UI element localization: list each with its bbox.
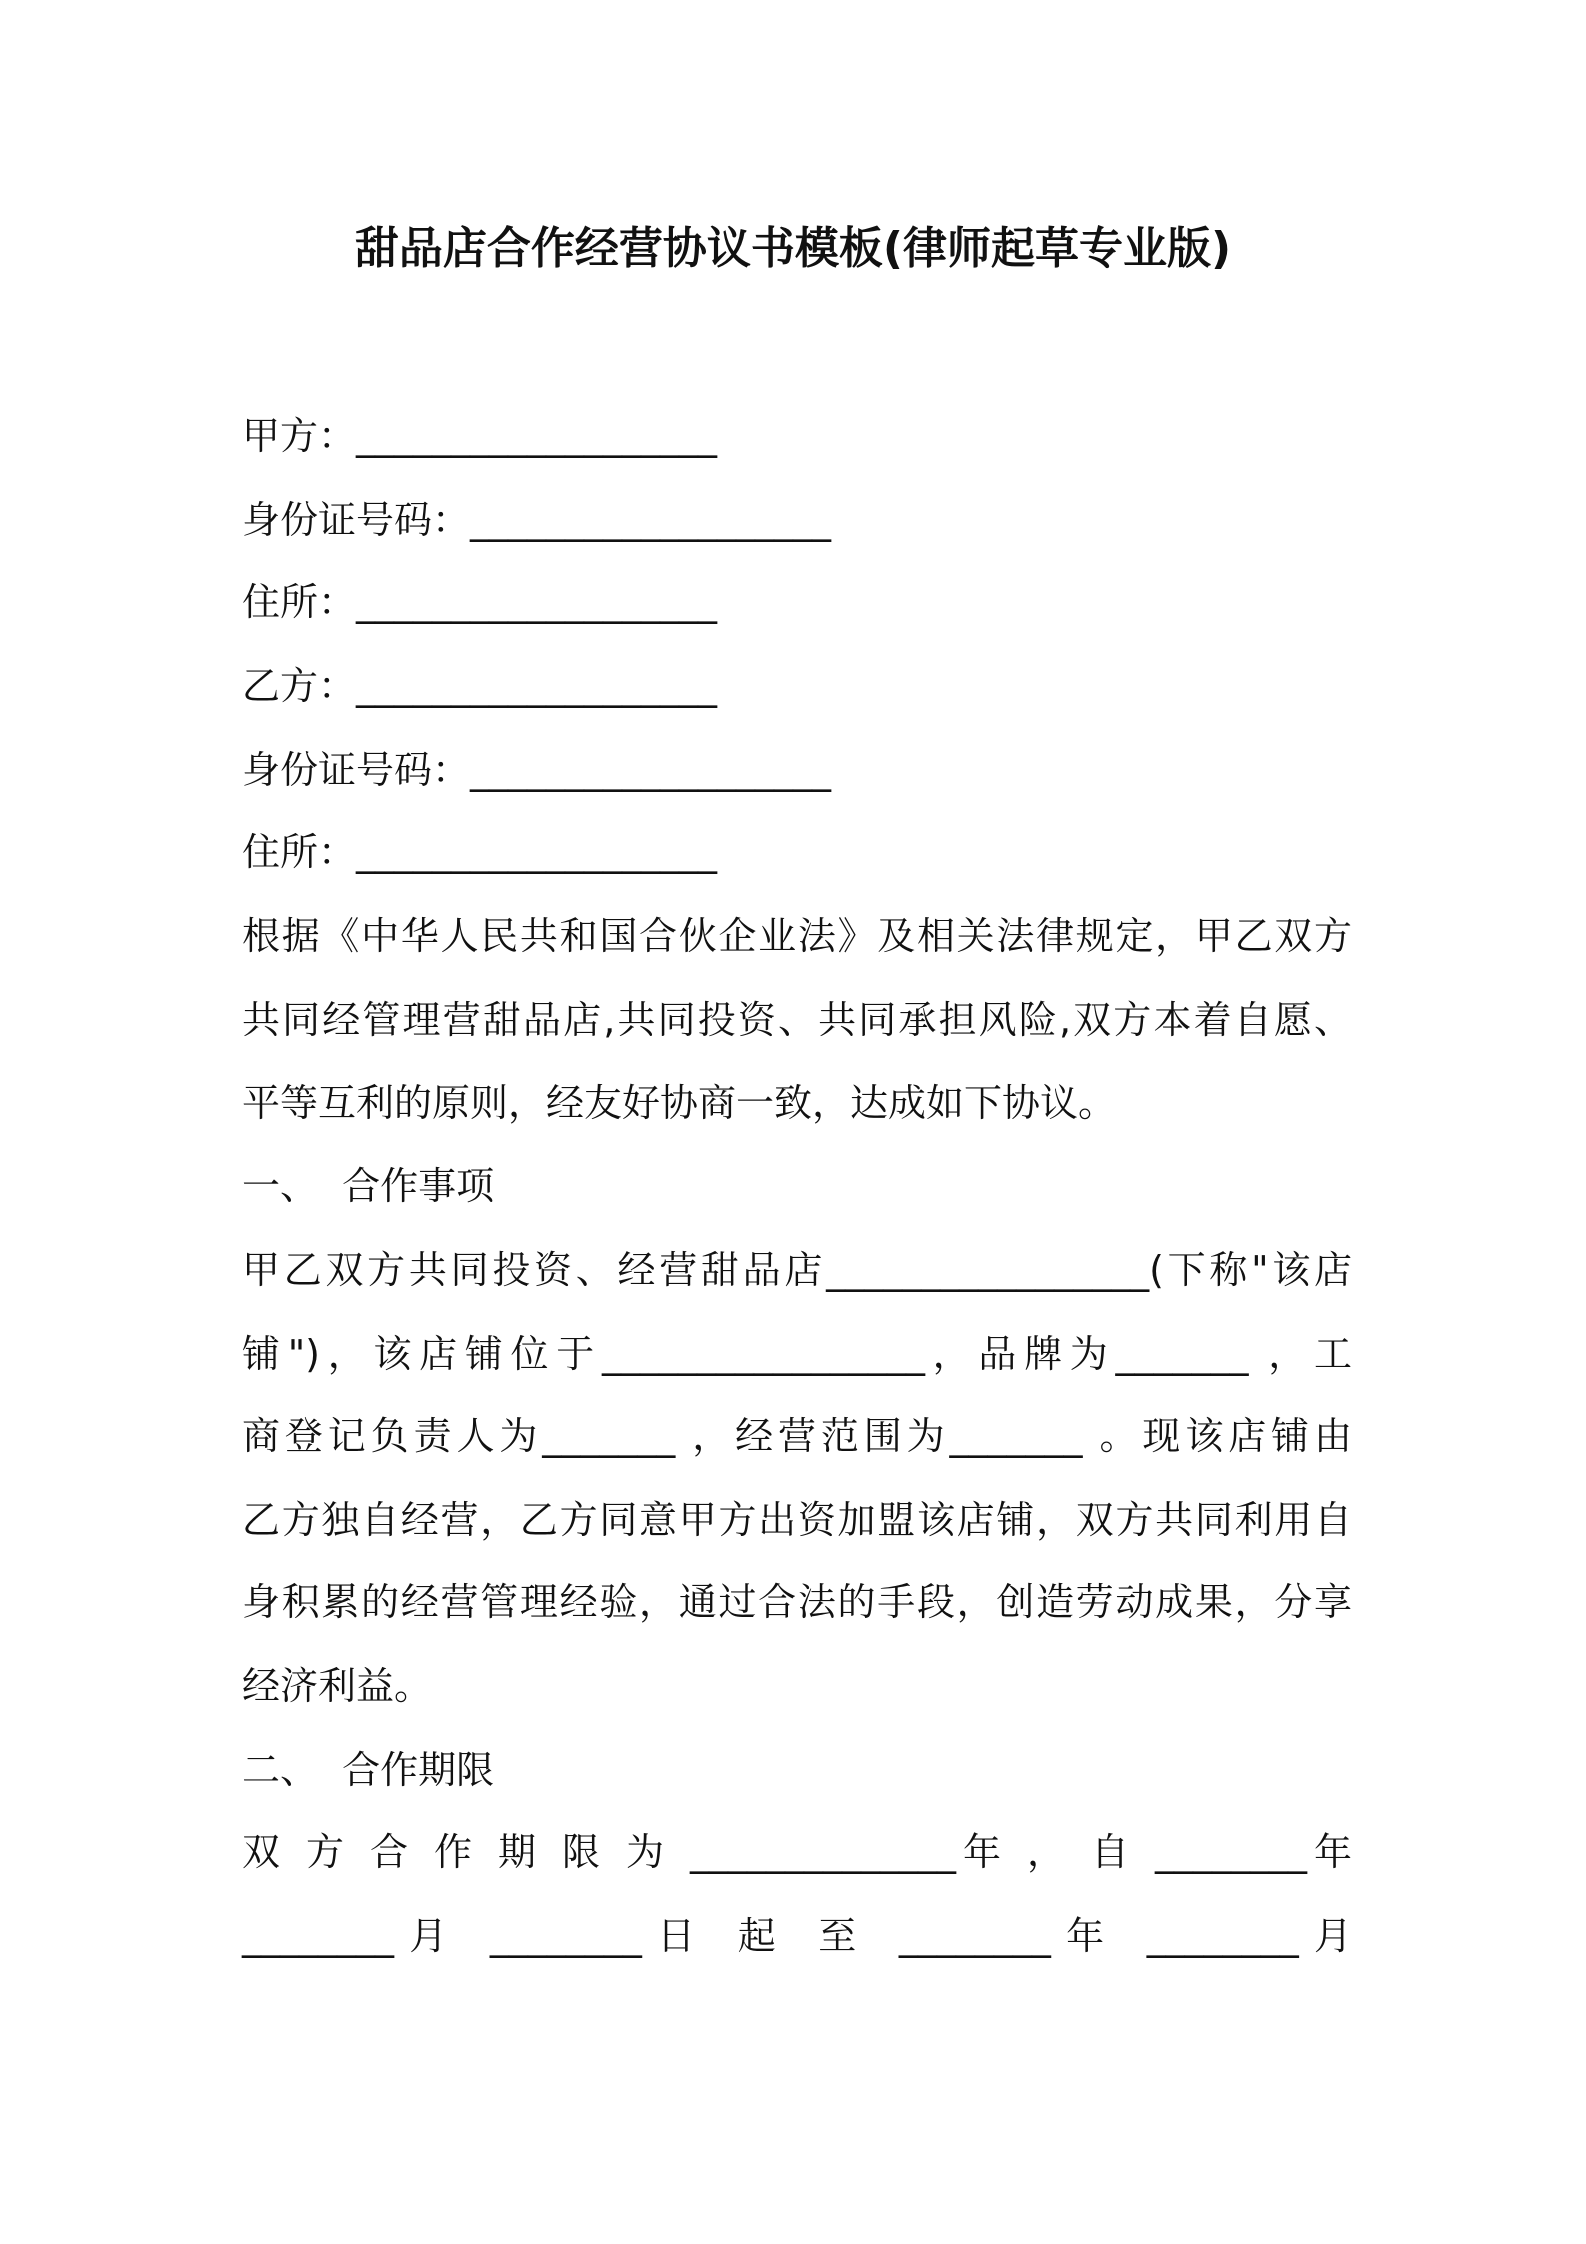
party-a-address-line: 住所：___________________ — [242, 580, 718, 624]
section-1-line: 乙方独自经营，乙方同意甲方出资加盟该店铺，双方共同利用自 — [242, 1498, 1352, 1542]
section-2-line: ________月 ________日 起 至 ________年 ________月 — [242, 1914, 1352, 1958]
section-heading-cooperation-matters: 一、 合作事项 — [242, 1164, 495, 1208]
section-1-line: 经济利益。 — [242, 1664, 433, 1708]
preamble-line: 根据《中华人民共和国合伙企业法》及相关法律规定，甲乙双方 — [242, 914, 1352, 958]
section-1-line: 甲乙双方共同投资、经营甜品店_________________(下称"该店 — [242, 1248, 1352, 1292]
party-b-address-line: 住所：___________________ — [242, 830, 718, 874]
party-b-name-line: 乙方：___________________ — [242, 664, 718, 708]
section-1-line: 铺")，该店铺位于_________________，品牌为_______ ，工 — [242, 1332, 1352, 1376]
document-title: 甜品店合作经营协议书模板(律师起草专业版) — [354, 223, 1232, 274]
party-a-id-line: 身份证号码：___________________ — [242, 498, 832, 542]
preamble-line: 共同经管理营甜品店,共同投资、共同承担风险,双方本着自愿、 — [242, 998, 1352, 1042]
section-1-line: 身积累的经营管理经验，通过合法的手段，创造劳动成果，分享 — [242, 1580, 1352, 1624]
section-heading-cooperation-period: 二、 合作期限 — [242, 1748, 495, 1792]
section-1-line: 商登记负责人为_______ ，经营范围为_______ 。现该店铺由 — [242, 1414, 1352, 1458]
preamble-line: 平等互利的原则，经友好协商一致，达成如下协议。 — [242, 1081, 1117, 1125]
party-a-name-line: 甲方：___________________ — [242, 414, 718, 458]
section-2-line: 双 方 合 作 期 限 为 ______________年 ， 自 ________年 — [242, 1830, 1352, 1874]
party-b-id-line: 身份证号码：___________________ — [242, 748, 832, 792]
